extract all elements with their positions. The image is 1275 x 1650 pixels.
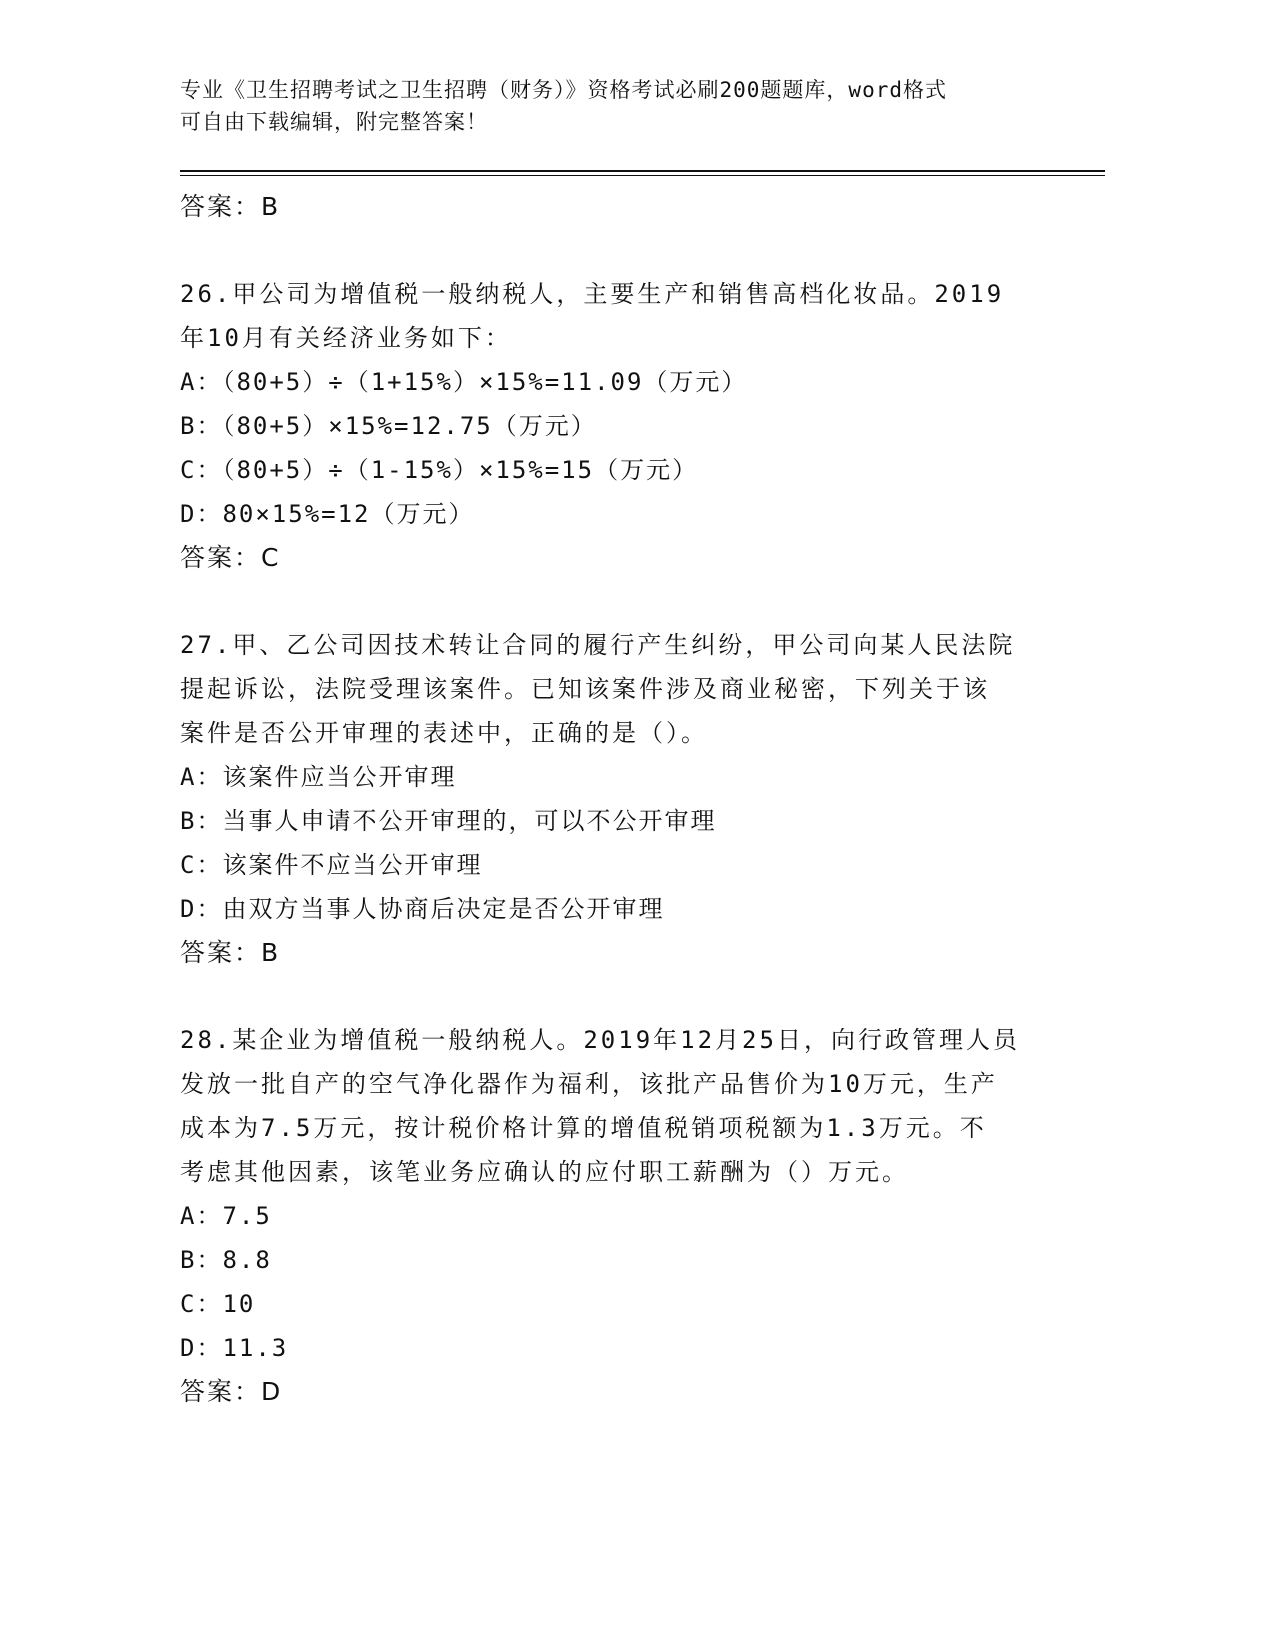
- answer: 答案：B: [180, 938, 281, 967]
- question-28: [180, 1018, 1080, 1414]
- question-stem-line: 提起诉讼，法院受理该案件。已知该案件涉及商业秘密，下列关于该: [180, 675, 990, 703]
- page-header: [180, 74, 1060, 138]
- option-c: C：该案件不应当公开审理: [180, 851, 483, 879]
- header-divider: [180, 170, 1105, 172]
- question-stem-line: 27.甲、乙公司因技术转让合同的履行产生纠纷，甲公司向某人民法院: [180, 631, 1016, 659]
- question-stem-line: 案件是否公开审理的表述中，正确的是（）。: [180, 719, 708, 747]
- option-a: A：（80+5）÷（1+15%）×15%=11.09（万元）: [180, 368, 748, 396]
- question-stem: [180, 623, 1080, 755]
- question-27: [180, 623, 1080, 975]
- question-stem-line: 发放一批自产的空气净化器作为福利，该批产品售价为10万元，生产: [180, 1070, 998, 1098]
- question-stem: [180, 272, 1080, 360]
- option-d: D：80×15%=12（万元）: [180, 500, 475, 528]
- question-stem-line: 考虑其他因素，该笔业务应确认的应付职工薪酬为（）万元。: [180, 1158, 909, 1186]
- document-body: [180, 185, 1080, 1414]
- question-stem-line: 28.某企业为增值税一般纳税人。2019年12月25日，向行政管理人员: [180, 1026, 1020, 1054]
- question-26: [180, 272, 1080, 580]
- header-divider-thin: [180, 175, 1105, 176]
- answer: 答案：D: [180, 1377, 283, 1406]
- question-stem-line: 年10月有关经济业务如下：: [180, 324, 512, 352]
- header-title-line-2: 可自由下载编辑，附完整答案！: [180, 110, 488, 134]
- option-b: B：（80+5）×15%=12.75（万元）: [180, 412, 597, 440]
- option-d: D：11.3: [180, 1334, 289, 1362]
- previous-answer: 答案：B: [180, 192, 281, 221]
- option-a: A：7.5: [180, 1202, 272, 1230]
- option-a: A：该案件应当公开审理: [180, 763, 457, 791]
- option-b: B：当事人申请不公开审理的，可以不公开审理: [180, 807, 717, 835]
- option-b: B：8.8: [180, 1246, 272, 1274]
- header-title-line-1: 专业《卫生招聘考试之卫生招聘（财务）》资格考试必刷200题题库，word格式: [180, 78, 947, 102]
- question-stem: [180, 1018, 1080, 1194]
- option-c: C：（80+5）÷（1-15%）×15%=15（万元）: [180, 456, 699, 484]
- answer: 答案：C: [180, 543, 281, 572]
- question-stem-line: 26.甲公司为增值税一般纳税人，主要生产和销售高档化妆品。2019: [180, 280, 1005, 308]
- question-stem-line: 成本为7.5万元，按计税价格计算的增值税销项税额为1.3万元。不: [180, 1114, 987, 1142]
- option-d: D：由双方当事人协商后决定是否公开审理: [180, 895, 665, 923]
- option-c: C：10: [180, 1290, 256, 1318]
